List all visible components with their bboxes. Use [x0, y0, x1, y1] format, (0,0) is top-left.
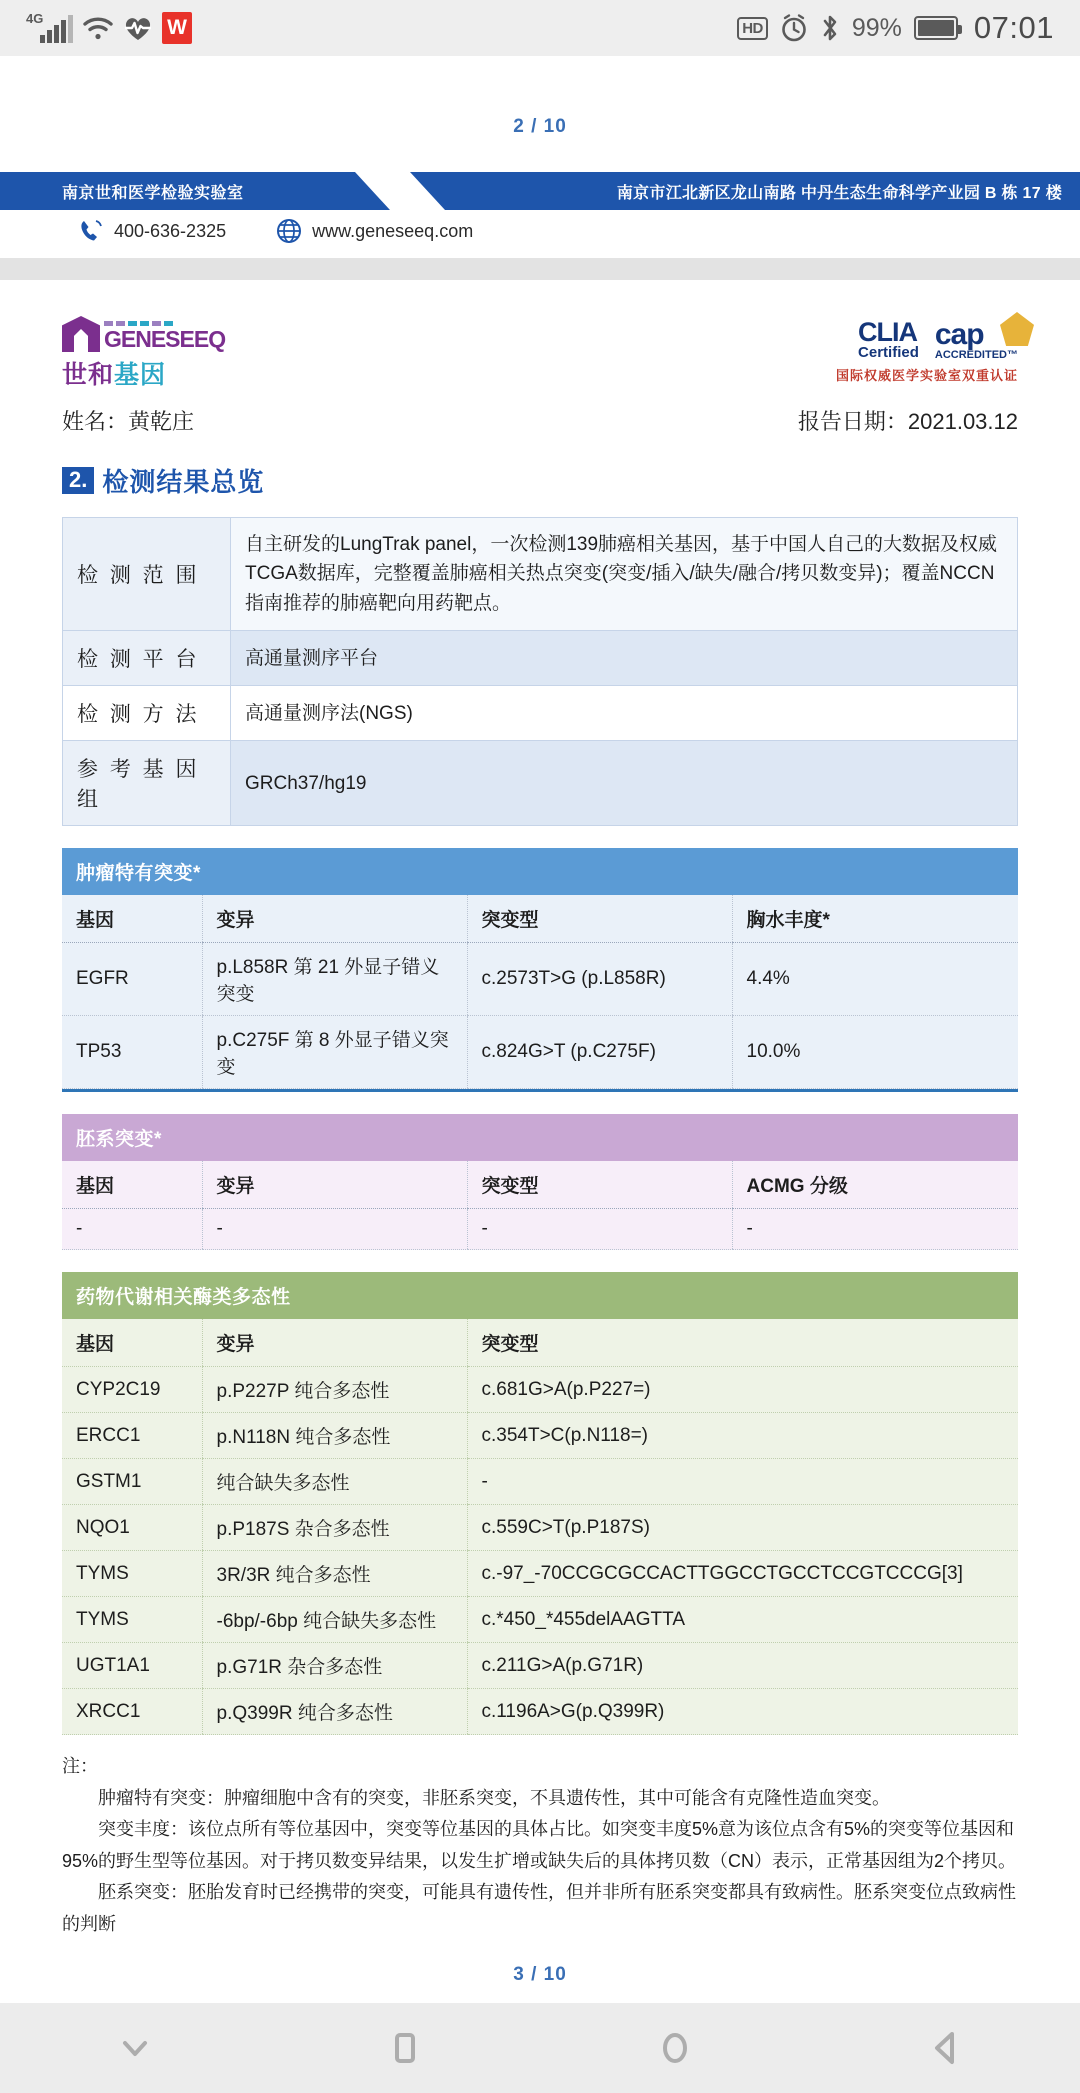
cell-gene: UGT1A1 [62, 1643, 202, 1689]
website-group-top [276, 218, 473, 244]
info-key: 参 考 基 因 组 [63, 741, 231, 826]
info-value: 高通量测序平台 [231, 631, 1018, 686]
info-value: GRCh37/hg19 [231, 741, 1018, 826]
cap-title: cap [934, 318, 984, 351]
table-row [62, 1209, 1018, 1250]
cell-variant: -6bp/-6bp 纯合缺失多态性 [202, 1597, 467, 1643]
logo-mark-icon [62, 316, 100, 352]
battery-icon [914, 16, 958, 40]
cell-variant: p.N118N 纯合多态性 [202, 1413, 467, 1459]
status-bar [0, 0, 1080, 56]
heart-rate-icon [123, 14, 153, 42]
status-bar-right [737, 10, 1054, 46]
cell-gene: XRCC1 [62, 1689, 202, 1735]
cell-mutation-type: c.*450_*455delAAGTTA [467, 1597, 1018, 1643]
cell-gene: ERCC1 [62, 1413, 202, 1459]
cell-mutation-type: c.824G>T (p.C275F) [467, 1016, 732, 1089]
cell-variant: - [202, 1209, 467, 1250]
germline-block-wrap [0, 1114, 1080, 1250]
column-header-variant: 变异 [202, 895, 467, 943]
cell-mutation-type: c.211G>A(p.G71R) [467, 1643, 1018, 1689]
report-header [0, 280, 1080, 391]
cap-seal-icon [1000, 312, 1034, 346]
cell-variant: 纯合缺失多态性 [202, 1459, 467, 1505]
table-row [62, 943, 1018, 1016]
column-header-variant: 变异 [202, 1161, 467, 1209]
pharmaco-block-wrap [0, 1272, 1080, 1735]
pharmacogenomics-table [62, 1319, 1018, 1735]
detection-info-table [62, 517, 1018, 826]
back-icon[interactable] [885, 2003, 1005, 2093]
table-row [62, 1505, 1018, 1551]
alarm-icon [780, 14, 808, 42]
column-header-acmg: ACMG 分级 [732, 1161, 1018, 1209]
table-row [62, 1459, 1018, 1505]
column-header-abundance: 胸水丰度* [732, 895, 1018, 943]
cell-variant: p.P187S 杂合多态性 [202, 1505, 467, 1551]
cell-gene: EGFR [62, 943, 202, 1016]
cell-gene: CYP2C19 [62, 1367, 202, 1413]
cell-mutation-type: c.2573T>G (p.L858R) [467, 943, 732, 1016]
cell-variant: p.L858R 第 21 外显子错义突变 [202, 943, 467, 1016]
patient-line [0, 391, 1080, 436]
recents-icon[interactable] [345, 2003, 465, 2093]
note-mutation-abundance: 突变丰度：该位点所有等位基因中，突变等位基因的具体占比。如突变丰度5%意为该位点含有5%的突变等位基因和95%的野生型等位基因。对于拷贝数变异结果，以发生扩增或缺失后的具体拷贝数（CN）表示，正常基因组为2个拷贝。 [62, 1819, 1017, 1871]
cell-gene: TYMS [62, 1551, 202, 1597]
document-viewer[interactable] [0, 56, 1080, 2088]
table-row [62, 1551, 1018, 1597]
status-bar-left [26, 12, 192, 44]
battery-percent-label: 99% [851, 13, 902, 42]
table-row [62, 1413, 1018, 1459]
table-header-row [62, 1161, 1018, 1209]
clock-label: 07:01 [973, 10, 1054, 45]
table-row [62, 1367, 1018, 1413]
report-date: 报告日期：2021.03.12 [797, 409, 1018, 434]
tumor-block-title: 肿瘤特有突变* [62, 848, 1018, 895]
page-number-top: 2 / 10 [513, 116, 567, 137]
cell-acmg: - [732, 1209, 1018, 1250]
section-number: 2. [62, 467, 94, 494]
lab-name-top: 南京世和医学检验实验室 [62, 184, 244, 202]
column-header-mutation-type: 突变型 [467, 895, 732, 943]
cell-gene: TYMS [62, 1597, 202, 1643]
info-value: 自主研发的LungTrak panel，一次检测139肺癌相关基因，基于中国人自己的大数据及权威TCGA数据库，完整覆盖肺癌相关热点突变(突变/插入/缺失/融合/拷贝数变异)；覆盖NCCN指南推荐的肺癌靶向用药靶点。 [231, 518, 1018, 631]
cell-abundance: 4.4% [732, 943, 1018, 1016]
wifi-icon [82, 14, 114, 42]
phone-group-top [78, 218, 226, 244]
clia-badge [858, 317, 919, 361]
wechat-work-icon: W [162, 12, 192, 44]
cell-gene: - [62, 1209, 202, 1250]
table-header-row [62, 1319, 1018, 1367]
column-header-gene: 基因 [62, 895, 202, 943]
table-row [63, 631, 1018, 686]
cap-badge [935, 320, 1018, 361]
info-table-wrap [0, 517, 1080, 826]
table-row [62, 1597, 1018, 1643]
note-tumor-mutation: 肿瘤特有突变：肿瘤细胞中含有的突变，非胚系突变，不具遗传性，其中可能含有克隆性造血突变。 [98, 1787, 890, 1808]
cell-variant: p.P227P 纯合多态性 [202, 1367, 467, 1413]
globe-icon [276, 218, 302, 244]
page-footer-band-top [0, 172, 1080, 210]
tumor-mutation-block [62, 848, 1018, 1092]
cell-mutation-type: c.354T>C(p.N118=) [467, 1413, 1018, 1459]
cell-abundance: 10.0% [732, 1016, 1018, 1089]
cell-variant: 3R/3R 纯合多态性 [202, 1551, 467, 1597]
column-header-gene: 基因 [62, 1161, 202, 1209]
pharmacogenomics-block [62, 1272, 1018, 1735]
logo-wordmark: GENESEEQ [104, 326, 226, 352]
page-number-bottom: 3 / 10 [513, 1964, 567, 1986]
patient-name: 姓名：黄乾庄 [62, 409, 195, 434]
android-navigation-bar [0, 2003, 1080, 2093]
info-key: 检 测 范 围 [63, 518, 231, 631]
germline-block-title: 胚系突变* [62, 1114, 1018, 1161]
logo-cn-part2: 基因 [114, 361, 167, 389]
website-top: www.geneseeq.com [312, 220, 474, 241]
page-separator [0, 258, 1080, 280]
cell-mutation-type: c.681G>A(p.P227=) [467, 1367, 1018, 1413]
clia-subtitle: Certified [858, 343, 919, 361]
cap-subtitle: ACCREDITED™ [934, 349, 1018, 361]
column-header-gene: 基因 [62, 1319, 202, 1367]
certification-badges [836, 316, 1018, 384]
cell-mutation-type: - [467, 1459, 1018, 1505]
certification-caption: 国际权威医学实验室双重认证 [835, 368, 1018, 383]
table-row [62, 1689, 1018, 1735]
geneseeq-logo [62, 316, 252, 391]
table-row [62, 1643, 1018, 1689]
clia-title: CLIA [858, 317, 918, 347]
lab-address-top: 南京市江北新区龙山南路 中丹生态生命科学产业园 B 栋 17 楼 [616, 184, 1062, 202]
bluetooth-icon [820, 14, 840, 42]
info-key: 检 测 平 台 [63, 631, 231, 686]
footer-contact-top [0, 210, 1080, 244]
notes-heading: 注： [62, 1756, 98, 1777]
section-heading [0, 436, 1080, 499]
cell-variant: p.C275F 第 8 外显子错义突变 [202, 1016, 467, 1089]
germline-mutation-block [62, 1114, 1018, 1250]
cell-mutation-type: c.-97_-70CCGCGCCACTTGGCCTGCCTCCGTCCCG[3] [467, 1551, 1018, 1597]
cell-gene: TP53 [62, 1016, 202, 1089]
column-header-mutation-type: 突变型 [467, 1161, 732, 1209]
cell-variant: p.Q399R 纯合多态性 [202, 1689, 467, 1735]
cell-gene: GSTM1 [62, 1459, 202, 1505]
tumor-block-wrap [0, 848, 1080, 1092]
logo-cn-part1: 世和 [62, 361, 115, 389]
cell-variant: p.G71R 杂合多态性 [202, 1643, 467, 1689]
table-header-row [62, 895, 1018, 943]
column-header-mutation-type: 突变型 [467, 1319, 1018, 1367]
network-type-label: 4G [26, 11, 44, 26]
table-row [63, 686, 1018, 741]
phone-icon [78, 218, 104, 244]
hd-icon: HD [737, 17, 768, 40]
logo-chinese-name [62, 355, 252, 391]
notes-section [0, 1735, 1080, 1940]
section-title: 检测结果总览 [102, 467, 265, 497]
info-value: 高通量测序法(NGS) [231, 686, 1018, 741]
hide-keyboard-icon[interactable] [75, 2003, 195, 2093]
cell-gene: NQO1 [62, 1505, 202, 1551]
column-header-variant: 变异 [202, 1319, 467, 1367]
cell-mutation-type: - [467, 1209, 732, 1250]
home-icon[interactable] [615, 2003, 735, 2093]
table-row [63, 741, 1018, 826]
pharmaco-block-title: 药物代谢相关酶类多态性 [62, 1272, 1018, 1319]
cell-mutation-type: c.559C>T(p.P187S) [467, 1505, 1018, 1551]
table-row [62, 1016, 1018, 1089]
note-germline-mutation: 胚系突变：胚胎发育时已经携带的突变，可能具有遗传性，但并非所有胚系突变都具有致病性。胚系突变位点致病性的判断 [62, 1882, 1016, 1934]
cell-mutation-type: c.1196A>G(p.Q399R) [467, 1689, 1018, 1735]
tumor-mutation-table [62, 895, 1018, 1089]
germline-mutation-table [62, 1161, 1018, 1250]
signal-bars-icon [26, 13, 73, 43]
table-row [63, 518, 1018, 631]
phone-number-top: 400-636-2325 [114, 220, 227, 241]
info-key: 检 测 方 法 [63, 686, 231, 741]
